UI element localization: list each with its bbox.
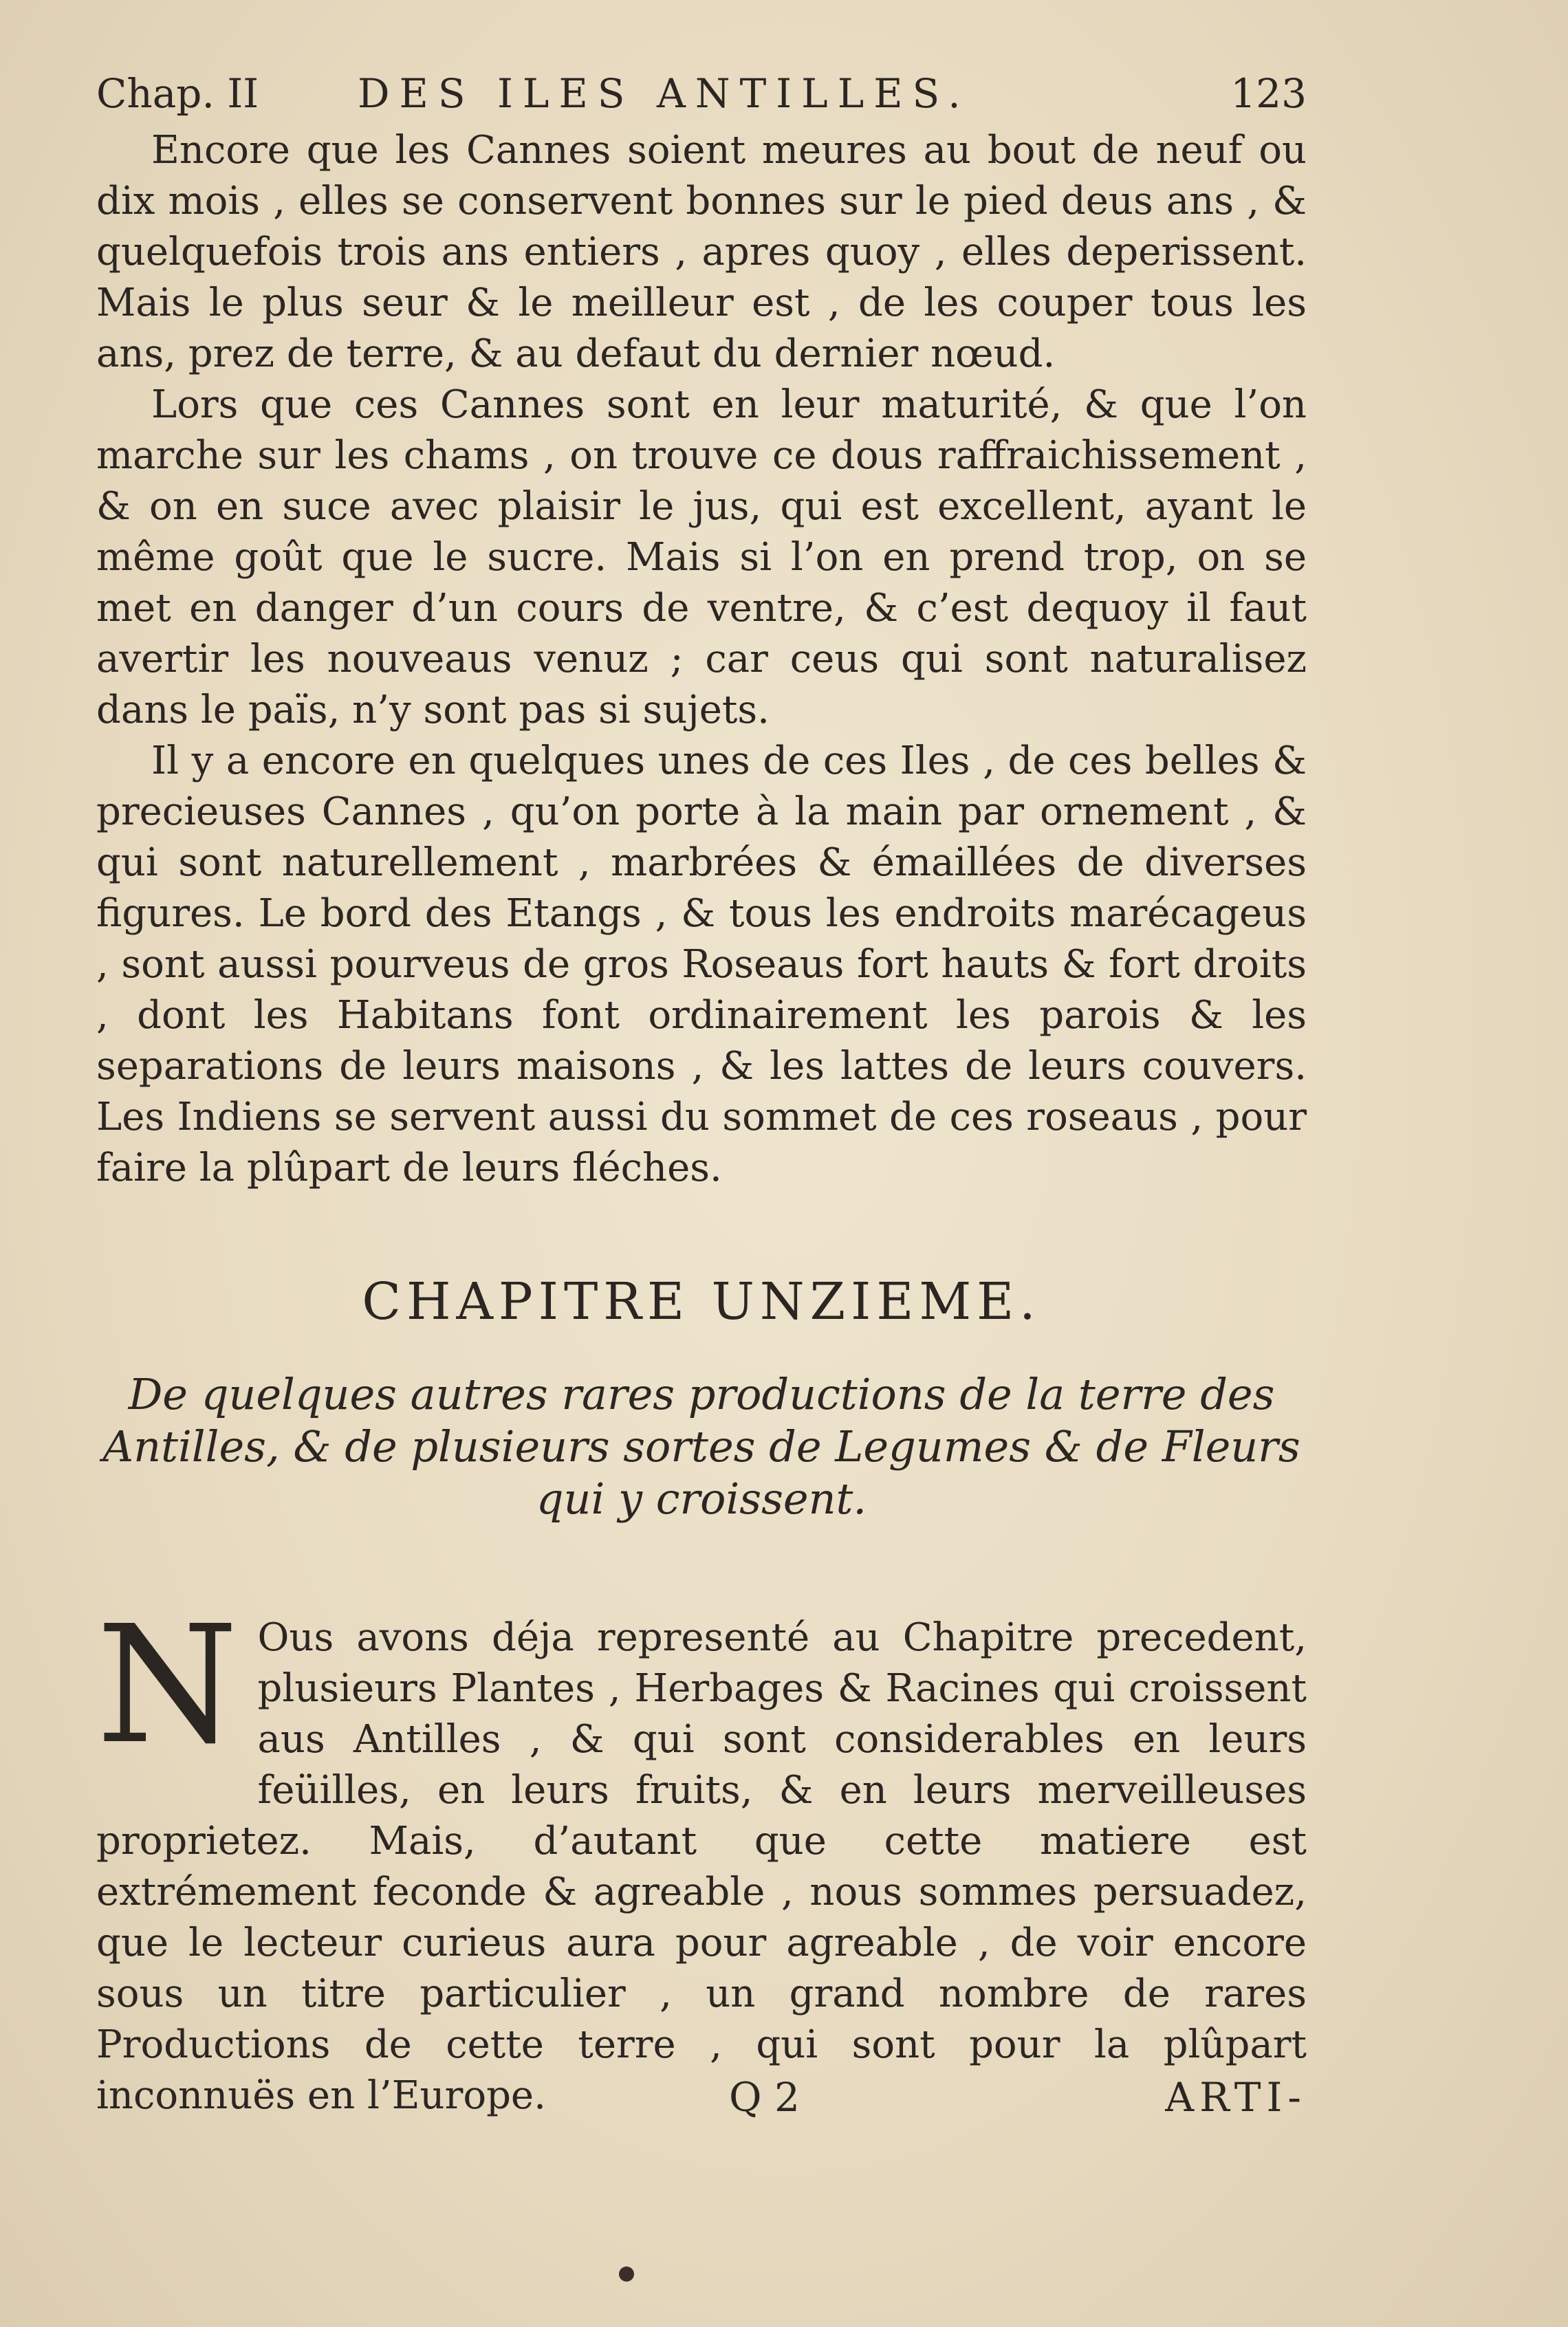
paragraph-1	[96, 125, 1307, 380]
running-title: DES ILES ANTILLES.	[358, 70, 970, 117]
chapter-body-text: Ous avons déja representé au Chapitre precedent, plusieurs Plantes , Herbages & Racines qui croissent aus Antilles , & qui sont considerables en leurs feüilles, en leurs fruits, & en leurs merveilleuses proprietez. Mais, d’autant que cette matiere est extrémement feconde & agreable , nous sommes persuadez, que le lecteur curieus aura pour agreable , de voir encore sous un titre particulier , un grand nombre de rares Productions de cette terre , qui sont pour la plûpart inconnuës en l’Europe.	[96, 1615, 1307, 2118]
catchword: ARTI-	[1165, 2074, 1307, 2121]
ink-speck	[619, 2266, 634, 2282]
chapter-body	[96, 1591, 1307, 2121]
paragraph-2	[96, 380, 1307, 736]
drop-cap: N	[96, 1591, 239, 1780]
paragraph-text: Encore que les Cannes soient meures au bout de neuf ou dix mois , elles se conservent bonnes sur le pied deus ans , & quelquefois trois ans entiers , apres quoy , elles deperissent. Mais le plus seur & le meilleur est , de les couper tous les ans, prez de terre, & au defaut du dernier nœud.	[96, 128, 1307, 376]
paragraph-text: Il y a encore en quelques unes de ces Iles , de ces belles & precieuses Cannes , qu’on porte à la main par ornement , & qui sont naturellement , marbrées & émaillées de diverses figures. Le bord des Etangs , & tous les endroits marécageus , sont aussi pourveus de gros Roseaus fort hauts & fort droits , dont les Habitans font ordinairement les parois & les separations de leurs maisons , & les lattes de leurs couvers. Les Indiens se servent aussi du sommet de ces roseaus , pour faire la plûpart de leurs fléches.	[96, 739, 1307, 1190]
paragraph-text: Lors que ces Cannes sont en leur maturité, & que l’on marche sur les chams , on trouve ce dous raffraichissement , & on en suce avec plaisir le jus, qui est excellent, ayant le même goût que le sucre. Mais si l’on en prend trop, on se met en danger d’un cours de ventre, & c’est dequoy il faut avertir les nouveaus venuz ; car ceus qui sont naturalisez dans le païs, n’y sont pas si sujets.	[96, 382, 1307, 732]
chapter-subtitle: De quelques autres rares productions de la terre des Antilles, & de plusieurs sortes de Legumes & de Fleurs qui y croissent.	[102, 1369, 1300, 1524]
chapter-ref: Chap. II	[96, 70, 259, 117]
paragraph-3	[96, 736, 1307, 1194]
chapter-heading: CHAPITRE UNZIEME.	[362, 1272, 1041, 1331]
running-header	[96, 66, 1307, 121]
signature-mark: Q 2	[729, 2074, 800, 2121]
page-number: 123	[1230, 70, 1307, 117]
page-footer	[96, 2070, 1307, 2125]
